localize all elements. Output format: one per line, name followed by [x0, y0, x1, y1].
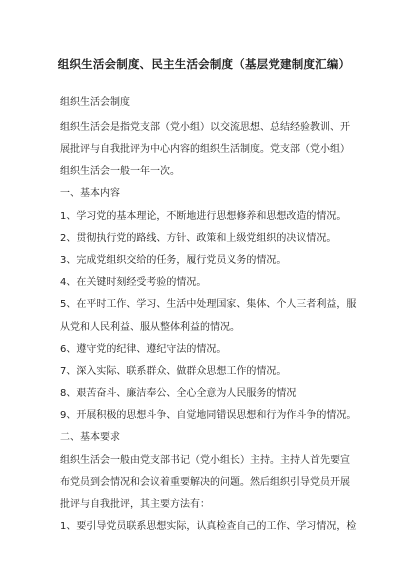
list-item: 3、完成党组织交给的任务，履行党员义务的情况。 — [60, 255, 287, 266]
paragraph-line: 展批评与自我批评为中心内容的组织生活制度。党支部（党小组） — [60, 144, 350, 155]
document-title: 组织生活会制度、民主生活会制度（基层党建制度汇编） — [57, 57, 351, 71]
section-heading: 一、基本内容 — [60, 188, 120, 199]
list-item: 5、在平时工作、学习、生活中处理国家、集体、个人三者利益，服 — [60, 299, 357, 310]
list-item: 6、遵守党的纪律、遵纪守法的情况。 — [60, 344, 227, 355]
list-item: 4、在关键时刻经受考验的情况。 — [60, 277, 207, 288]
paragraph-line: 组织生活会是指党支部（党小组）以交流思想、总结经验教训、开 — [60, 122, 350, 133]
list-item: 8、艰苦奋斗、廉洁奉公、全心全意为人民服务的情况 — [60, 388, 297, 399]
list-item: 2、贯彻执行党的路线、方针、政策和上级党组织的决议情况。 — [60, 233, 337, 244]
list-item: 7、深入实际、联系群众、做群众思想工作的情况。 — [60, 366, 287, 377]
section-heading: 组织生活会制度 — [60, 97, 130, 108]
list-item: 从党和人民利益、服从整体利益的情况。 — [60, 322, 240, 333]
section-heading: 二、基本要求 — [60, 432, 120, 443]
list-item: 1、要引导党员联系思想实际，认真检查自己的工作、学习情况，检 — [60, 521, 357, 532]
paragraph-line: 批评与自我批评，其主要方法有： — [60, 499, 210, 510]
paragraph-line: 组织生活会一般由党支部书记（党小组长）主持。主持人首先要宣 — [60, 455, 350, 466]
list-item: 9、开展积极的思想斗争、自觉地同错误思想和行为作斗争的情况。 — [60, 410, 357, 421]
paragraph-line: 布党员到会情况和会议着重要解决的问题。然后组织引导党员开展 — [60, 477, 350, 488]
list-item: 1、学习党的基本理论，不断地进行思想修养和思想改造的情况。 — [60, 211, 347, 222]
paragraph-line: 组织生活会一般一年一次。 — [60, 166, 180, 177]
